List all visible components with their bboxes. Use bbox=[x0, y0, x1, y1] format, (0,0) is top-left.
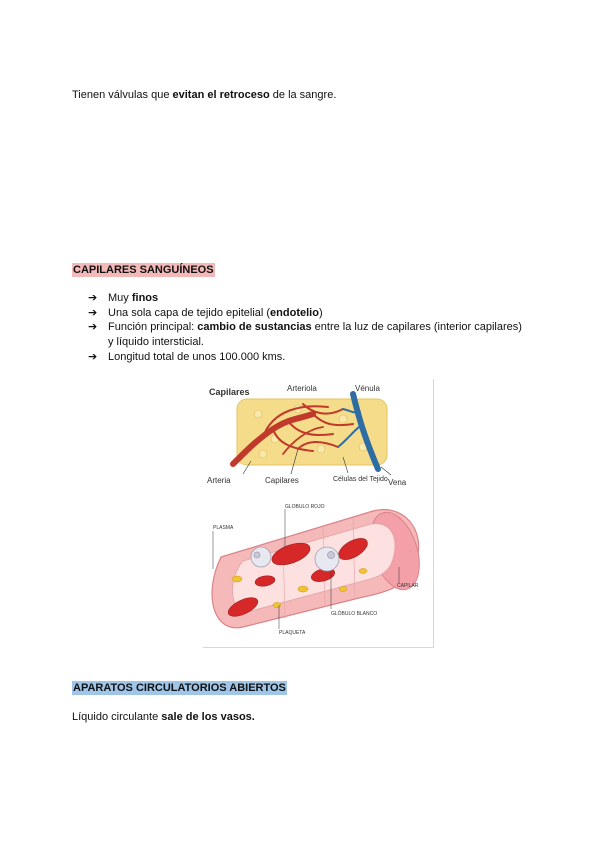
label-globulo-rojo: GLOBULO ROJO bbox=[285, 504, 325, 510]
arrow-bullet-icon: ➔ bbox=[88, 321, 98, 334]
label-vena: Vena bbox=[388, 478, 407, 487]
arrow-bullet-icon: ➔ bbox=[88, 306, 98, 319]
text-bold: finos bbox=[131, 292, 159, 304]
label-arteria: Arteria bbox=[207, 476, 231, 485]
text-bold: evitan el retroceso bbox=[172, 89, 270, 101]
text-plain: Una sola capa de tejido epitelial ( bbox=[108, 306, 271, 319]
capillary-diagram bbox=[203, 379, 433, 647]
label-capilar: CAPILAR bbox=[397, 583, 419, 589]
label-plaqueta: PLAQUETA bbox=[279, 630, 306, 636]
heading-capilares: CAPILARES SANGUÍNEOS bbox=[73, 264, 214, 276]
text-plain: entre la luz de capilares (interior capilares) bbox=[311, 321, 522, 334]
list-item bbox=[88, 350, 548, 365]
text-bold: sale de los vasos. bbox=[161, 711, 255, 723]
label-celulas-tejido: Células del Tejido bbox=[333, 476, 388, 483]
label-venula: Vénula bbox=[355, 384, 380, 393]
list-item bbox=[88, 291, 548, 306]
text-plain: Función principal: bbox=[108, 321, 198, 334]
label-arteriola: Arteriola bbox=[287, 384, 317, 393]
figure-title: Capilares bbox=[209, 387, 250, 397]
text-plain: Líquido circulante bbox=[72, 711, 162, 723]
text-continuation: y líquido intersticial. bbox=[108, 336, 204, 349]
paragraph-liquido bbox=[72, 710, 255, 724]
label-globulo-blanco: GLÓBULO BLANCO bbox=[331, 611, 378, 617]
arrow-bullet-icon: ➔ bbox=[88, 292, 98, 304]
arrow-bullet-icon: ➔ bbox=[88, 350, 98, 363]
label-plasma: PLASMA bbox=[213, 525, 234, 531]
paragraph-valvulas bbox=[72, 88, 336, 102]
heading-abiertos: APARATOS CIRCULATORIOS ABIERTOS bbox=[73, 682, 286, 694]
list-item bbox=[88, 320, 548, 349]
capillary-illustration bbox=[203, 379, 434, 648]
text-plain: ) bbox=[318, 306, 323, 319]
text-plain: Muy bbox=[108, 292, 132, 304]
text-plain: Longitud total de unos 100.000 kms. bbox=[108, 350, 286, 363]
text-plain: de la sangre. bbox=[269, 89, 337, 101]
bullet-list-capilares bbox=[88, 291, 548, 365]
list-item bbox=[88, 306, 548, 321]
label-capilares: Capilares bbox=[265, 476, 299, 485]
text-bold: endotelio bbox=[270, 306, 319, 319]
text-plain: Tienen válvulas que bbox=[72, 89, 173, 101]
text-bold: cambio de sustancias bbox=[197, 321, 312, 334]
